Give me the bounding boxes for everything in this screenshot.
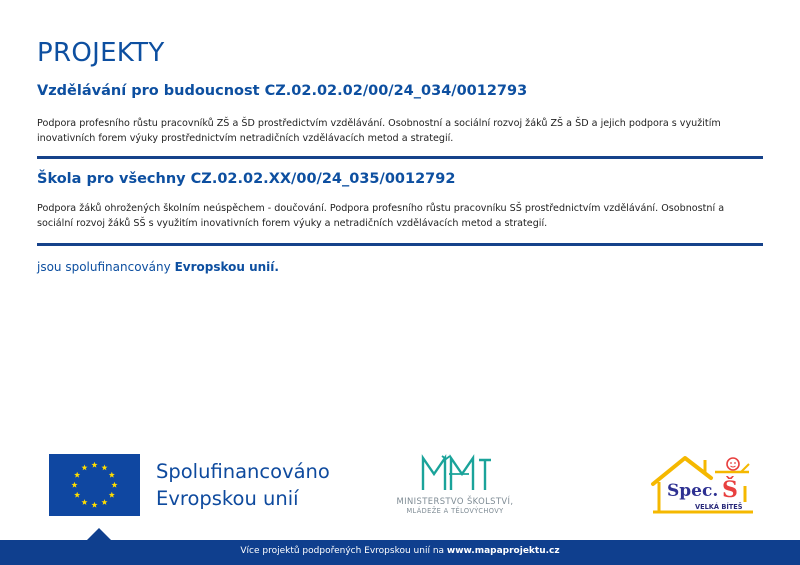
eu-flag-logo <box>49 454 140 516</box>
eu-star-icon <box>101 499 107 505</box>
section-divider <box>37 156 763 159</box>
eu-star-icon <box>81 499 87 505</box>
eu-star-icon <box>74 472 80 478</box>
msmt-line1: MINISTERSTVO ŠKOLSTVÍ, <box>396 496 514 506</box>
msmt-logo <box>385 452 525 518</box>
eu-star-icon <box>91 502 97 508</box>
cofinancing-emphasis: Evropskou unií. <box>174 260 279 274</box>
project-heading: Škola pro všechny CZ.02.02.XX/00/24_035/0012792 <box>37 171 456 187</box>
specs-subtitle: VELKÁ BÍTEŠ <box>695 503 743 511</box>
project-block-1 <box>37 83 763 146</box>
eu-star-icon <box>101 464 107 470</box>
project-heading: Vzdělávání pro budoucnost CZ.02.02.02/00/24_034/0012793 <box>37 83 528 99</box>
eu-label-line1: Spolufinancováno <box>156 460 330 483</box>
eu-cofinancing-label <box>156 458 330 512</box>
msmt-mark-icon <box>385 452 525 496</box>
eu-label-line2: Evropskou unií <box>156 487 299 510</box>
eu-star-icon <box>111 482 117 488</box>
project-description: Podpora profesního růstu pracovníků ZŠ a ŠD prostředictvím vzdělávání. Osobnostní a sociální rozvoj žáků ZŠ a ŠD a jejich podpora s využitím inovativních forem výuky prostřednictvím netradičních vzdělávacích metod a strategií. <box>37 118 721 144</box>
page-title: PROJEKTY <box>37 38 165 68</box>
eu-star-icon <box>109 492 115 498</box>
specs-school-logo <box>645 452 765 520</box>
eu-star-icon <box>81 464 87 470</box>
msmt-line2: MLÁDEŽE A TĚLOVÝCHOVY <box>406 507 504 515</box>
section-divider <box>37 243 763 246</box>
project-description: Podpora žáků ohrožených školním neúspěchem - doučování. Podpora profesního růstu pracovníku SŠ prostřednictvím vzdělávání. Osobnostní a sociální rozvoj žáků SŠ s využitím inovativních forem výuky a netradičních vzdělávacích metod a strategií. <box>37 203 725 229</box>
eu-stars-icon <box>49 454 140 516</box>
project-block-2 <box>37 171 763 231</box>
eu-star-icon <box>71 482 77 488</box>
eu-star-icon <box>91 462 97 468</box>
svg-text:Š: Š <box>722 477 738 503</box>
eu-star-icon <box>74 492 80 498</box>
eu-star-icon <box>109 472 115 478</box>
footer-text <box>0 546 800 556</box>
svg-text:Spec.: Spec. <box>667 481 719 501</box>
footer-link[interactable]: www.mapaprojektu.cz <box>446 546 560 556</box>
cofinancing-prefix: jsou spolufinancovány <box>37 260 171 274</box>
footer-prefix: Více projektů podpořených Evropskou unií na <box>240 546 445 556</box>
cofinancing-note <box>37 260 279 274</box>
